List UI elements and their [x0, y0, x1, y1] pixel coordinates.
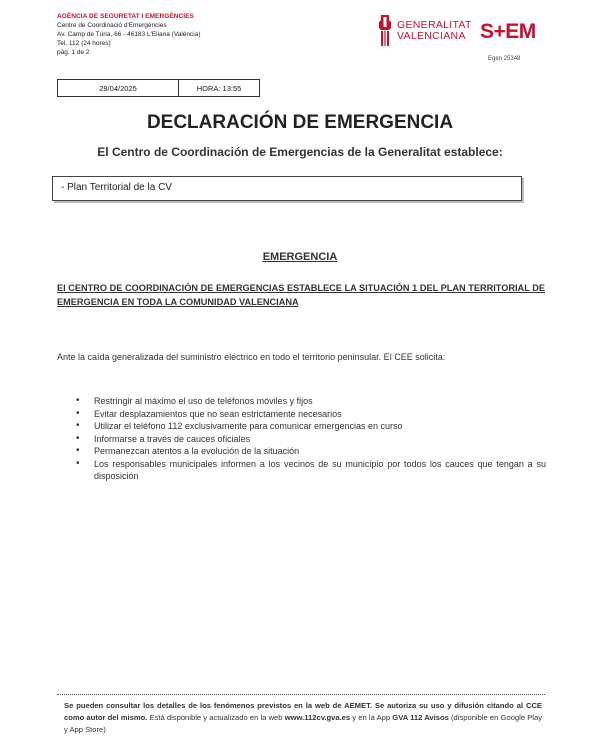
footer-bold-1: Se pueden consultar los detalles de los fenómenos previstos en la web de AEMET. Se autoriza su uso y difusión citando al CCE como autor del mismo.	[64, 701, 542, 722]
gva-line-1: GENERALITAT	[397, 19, 472, 31]
plan-box	[52, 176, 522, 201]
agency-center: Centre de Coordinació d'Emergències	[57, 22, 167, 29]
gva-line-2: VALENCIANA	[397, 30, 466, 42]
footer-text-2: y en la App	[350, 713, 393, 722]
list-item: • Informarse a través de cauces oficiales	[76, 433, 546, 446]
date-value: 28/04/2025	[58, 80, 179, 96]
list-item: • Utilizar el teléfono 112 exclusivamente para comunicar emergencias en curso	[76, 420, 546, 433]
list-item: • Los responsables municipales informen a los vecinos de su municipio por todos los cauces que tengan a su disposición	[76, 458, 546, 483]
generalitat-logo	[378, 14, 472, 48]
footer-app-name: GVA 112 Avisos	[392, 713, 449, 722]
page-number: pàg. 1 de 2	[57, 49, 90, 56]
footer-website-link[interactable]: www.112cv.gva.es	[284, 713, 351, 722]
footer-text-1: Está disponible y actualizado en la web	[147, 713, 285, 722]
list-item: • Evitar desplazamientos que no sean estrictamente necesarios	[76, 408, 546, 421]
agency-address: Av. Camp de Túria, 66 - 46183 L'Eliana (València)	[57, 31, 201, 38]
footer-divider	[57, 694, 545, 695]
list-item: • Restringir al máximo el uso de teléfonos móviles y fijos	[76, 395, 546, 408]
egen-reference: Egen 25348	[488, 56, 521, 62]
plan-label: - Plan Territorial de la CV	[61, 182, 172, 193]
emergency-statement: El CENTRO DE COORDINACIÓN DE EMERGENCIAS ESTABLECE LA SITUACIÓN 1 DEL PLAN TERRITORIAL DE EMERGENCIA EN TODA LA COMUNIDAD VALENCIANA	[57, 283, 545, 307]
agency-block	[57, 12, 200, 57]
section-heading: EMERGENCIA	[262, 251, 338, 263]
time-value: HORA: 13:55	[196, 83, 242, 93]
footer-text-3: (disponible en Google Play y App Store)	[64, 713, 542, 734]
agency-name: AGÈNCIA DE SEGURETAT I EMERGÈNCIES	[57, 13, 194, 20]
list-item: • Permanezcan atentos a la evolución de la situación	[76, 445, 546, 458]
page-subtitle: El Centro de Coordinación de Emergencias de la Generalitat establece:	[97, 145, 503, 159]
generalitat-emblem-icon	[378, 14, 392, 48]
intro-text: Ante la caída generalizada del suministro eléctrico en todo el territorio peninsular. El CEE solicita:	[57, 352, 446, 362]
recommendations-list	[76, 395, 546, 483]
page-title: DECLARACIÓN DE EMERGENCIA	[146, 112, 454, 133]
footer-note	[64, 700, 542, 736]
date-time-box	[57, 79, 260, 97]
sem-logo: S+EM	[480, 20, 536, 43]
agency-phone: Tel. 112 (24 hores)	[57, 40, 111, 47]
